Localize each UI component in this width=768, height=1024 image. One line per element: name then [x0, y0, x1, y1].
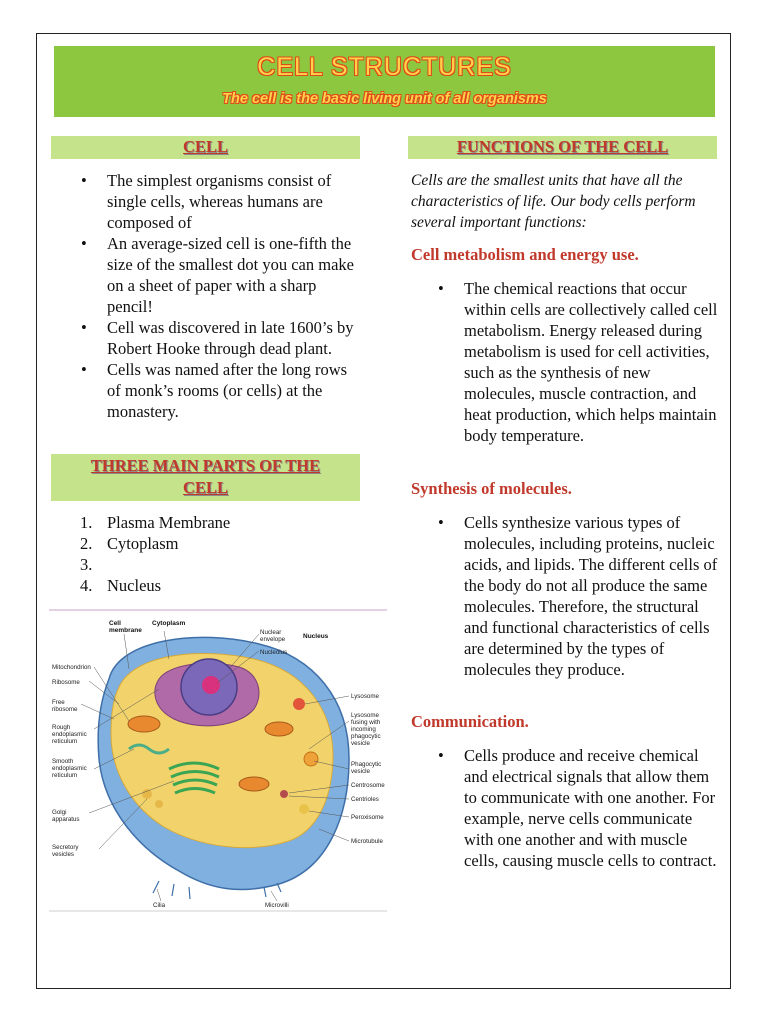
- label-golgi: Golgi: [52, 809, 67, 816]
- list-number: 2.: [80, 534, 93, 553]
- label-centrioles: Centrioles: [351, 796, 379, 803]
- nucleolus: [202, 676, 220, 694]
- label-nucleolus: Nucleolus: [260, 649, 288, 656]
- list-item: [80, 533, 350, 554]
- label-secretory-vesicles: vesicles: [52, 851, 75, 858]
- list-text: Nucleus: [107, 576, 162, 595]
- label-cytoplasm: Cytoplasm: [152, 620, 186, 627]
- list-item: • An average-sized cell is one-fifth the size of the smallest dot you can make on a sheet of paper with a sharp pencil!: [107, 233, 361, 317]
- list-item: • Cells synthesize various types of molecules, including proteins, nucleic acids, and lipids. The different cells of the body do not all produce the same molecules. Therefore, the structural and functional characteristics of cells are determined by the types of molecules they produce.: [464, 512, 718, 680]
- list-item: [80, 512, 350, 533]
- list-number: 4.: [80, 576, 93, 595]
- cell-heading: CELL: [51, 136, 360, 159]
- label-lysosome-fusing: phagocytic: [351, 733, 381, 740]
- cell-bullet-list: [107, 170, 361, 422]
- label-golgi: apparatus: [52, 816, 80, 823]
- three-parts-heading: [51, 454, 360, 501]
- label-nuclear-envelope: envelope: [260, 636, 286, 643]
- list-item: • The chemical reactions that occur within cells are collectively called cell metabolism. Energy released during metabolism is used for cell activities, such as the synthesis of new molecules, muscle contraction, and heat production, which helps maintain body temperature.: [464, 278, 718, 446]
- label-cilia: Cilia: [153, 902, 166, 909]
- cilia: [153, 881, 190, 899]
- label-microtubule: Microtubule: [351, 838, 383, 845]
- metabolism-list: [464, 278, 718, 446]
- label-lysosome-fusing: vesicle: [351, 740, 370, 747]
- title-banner: [54, 46, 715, 117]
- secretory-vesicle: [142, 789, 152, 799]
- mitochondrion: [239, 777, 269, 791]
- page-subtitle: The cell is the basic living unit of all organisms: [222, 91, 547, 107]
- list-item: [80, 554, 350, 575]
- phagocytic-vesicle: [304, 752, 318, 766]
- label-cell-membrane: Cell: [109, 620, 121, 627]
- synthesis-subheading: Synthesis of molecules.: [411, 479, 572, 498]
- label-rough-er: reticulum: [52, 738, 78, 745]
- list-item: • The simplest organisms consist of single cells, whereas humans are composed of: [107, 170, 361, 233]
- peroxisome: [299, 804, 309, 814]
- list-number: 1.: [80, 513, 93, 532]
- label-free-ribosome: Free: [52, 699, 65, 706]
- communication-list: [464, 745, 718, 871]
- page-title: CELL STRUCTURES: [257, 53, 512, 81]
- label-phagocytic-vesicle: Phagocytic: [351, 761, 382, 768]
- cell-diagram-illustration: [49, 609, 387, 912]
- label-nucleus: Nucleus: [303, 633, 329, 640]
- label-rough-er: endoplasmic: [52, 731, 87, 738]
- lysosome: [293, 698, 305, 710]
- label-microvilli: Microvilli: [265, 902, 289, 909]
- secretory-vesicle: [155, 800, 163, 808]
- list-item: [80, 575, 350, 596]
- functions-heading: FUNCTIONS OF THE CELL: [408, 136, 717, 159]
- functions-intro: Cells are the smallest units that have all the characteristics of life. Our body cells perform several important functions:: [411, 172, 696, 231]
- label-centrosome: Centrosome: [351, 782, 385, 789]
- cell-diagram: [49, 609, 387, 912]
- label-nuclear-envelope: Nuclear: [260, 629, 282, 636]
- label-smooth-er: reticulum: [52, 772, 78, 779]
- mitochondrion: [128, 716, 160, 732]
- label-secretory-vesicles: Secretory: [52, 844, 79, 851]
- label-peroxisome: Peroxisome: [351, 814, 384, 821]
- synthesis-list: [464, 512, 718, 680]
- three-parts-heading-line1: THREE MAIN PARTS OF THE: [90, 456, 321, 475]
- label-lysosome: Lysosome: [351, 693, 379, 700]
- communication-subheading: Communication.: [411, 712, 529, 731]
- label-smooth-er: Smooth: [52, 758, 74, 765]
- list-item: • Cells was named after the long rows of monk’s rooms (or cells) at the monastery.: [107, 359, 361, 422]
- metabolism-subheading: Cell metabolism and energy use.: [411, 245, 639, 264]
- label-rough-er: Rough: [52, 724, 71, 731]
- label-free-ribosome: ribosome: [52, 706, 78, 713]
- list-text: Plasma Membrane: [107, 513, 231, 532]
- label-lysosome-fusing: fusing with: [351, 719, 381, 726]
- list-text: Cytoplasm: [107, 534, 179, 553]
- label-lysosome-fusing: Lysosome: [351, 712, 379, 719]
- centrosome: [280, 790, 288, 798]
- three-parts-heading-line2: CELL: [183, 478, 228, 497]
- label-lysosome-fusing: incoming: [351, 726, 376, 733]
- list-number: 3.: [80, 555, 93, 574]
- mitochondrion: [265, 722, 293, 736]
- label-mitochondrion: Mitochondrion: [52, 664, 91, 671]
- label-smooth-er: endoplasmic: [52, 765, 87, 772]
- label-phagocytic-vesicle: vesicle: [351, 768, 370, 775]
- label-ribosome: Ribosome: [52, 679, 80, 686]
- label-cell-membrane: membrane: [109, 627, 142, 634]
- list-item: • Cell was discovered in late 1600’s by Robert Hooke through dead plant.: [107, 317, 361, 359]
- list-item: • Cells produce and receive chemical and electrical signals that allow them to communicate with one another. For example, nerve cells communicate with one another and with muscle cells, causing muscle cells to contract.: [464, 745, 718, 871]
- parts-list: [80, 512, 350, 596]
